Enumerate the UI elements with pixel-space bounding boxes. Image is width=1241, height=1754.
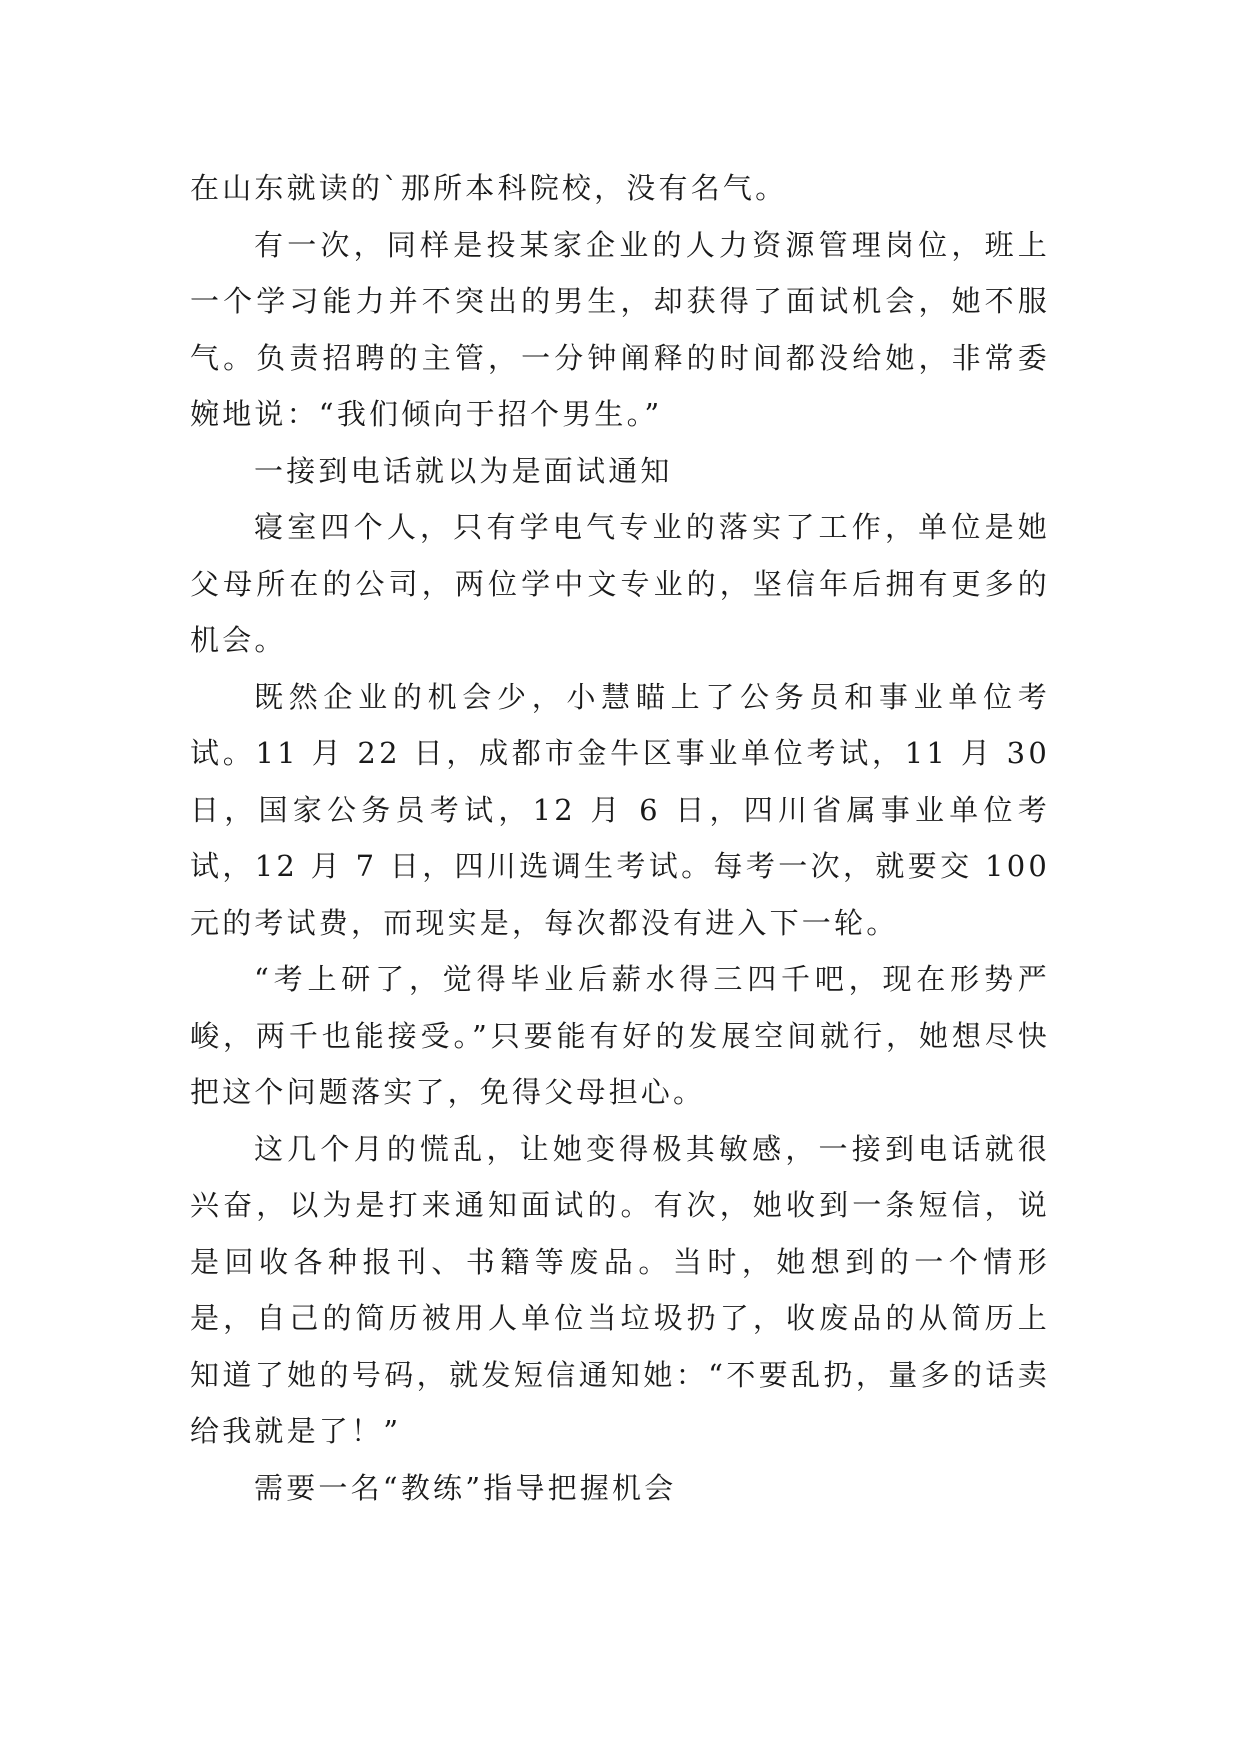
section-heading-1: 一接到电话就以为是面试通知 <box>254 453 673 488</box>
paragraph-2: 有一次，同样是投某家企业的人力资源管理岗位，班上一个学习能力并不突出的男生，却获得了面试机会，她不服气。负责招聘的主管，一分钟阐释的时间都没给她，非常委婉地说：“我们倾向于招个男生。” <box>190 227 1050 431</box>
article-body <box>190 160 1050 1516</box>
paragraph-5: “考上研了，觉得毕业后薪水得三四千吧，现在形势严峻，两千也能接受。”只要能有好的发展空间就行，她想尽快把这个问题落实了，免得父母担心。 <box>190 962 1050 1109</box>
section-heading-2: 需要一名“教练”指导把握机会 <box>254 1470 677 1505</box>
paragraph-6: 这几个月的慌乱，让她变得极其敏感，一接到电话就很兴奋，以为是打来通知面试的。有次，她收到一条短信，说是回收各种报刊、书籍等废品。当时，她想到的一个情形是，自己的简历被用人单位当垃圾扔了，收废品的从简历上知道了她的号码，就发短信通知她：“不要乱扔，量多的话卖给我就是了！” <box>190 1131 1050 1448</box>
paragraph-3: 寝室四个人，只有学电气专业的落实了工作，单位是她父母所在的公司，两位学中文专业的，坚信年后拥有更多的机会。 <box>190 510 1050 657</box>
paragraph-1: 在山东就读的`那所本科院校，没有名气。 <box>190 171 788 205</box>
paragraph-4: 既然企业的机会少，小慧瞄上了公务员和事业单位考试。11 月 22 日，成都市金牛区事业单位考试，11 月 30 日，国家公务员考试，12 月 6 日，四川省属事业单位考试，12 月 7 日，四川选调生考试。每考一次，就要交 100 元的考试费，而现实是，每次都没有进入下一轮。 <box>190 679 1050 940</box>
